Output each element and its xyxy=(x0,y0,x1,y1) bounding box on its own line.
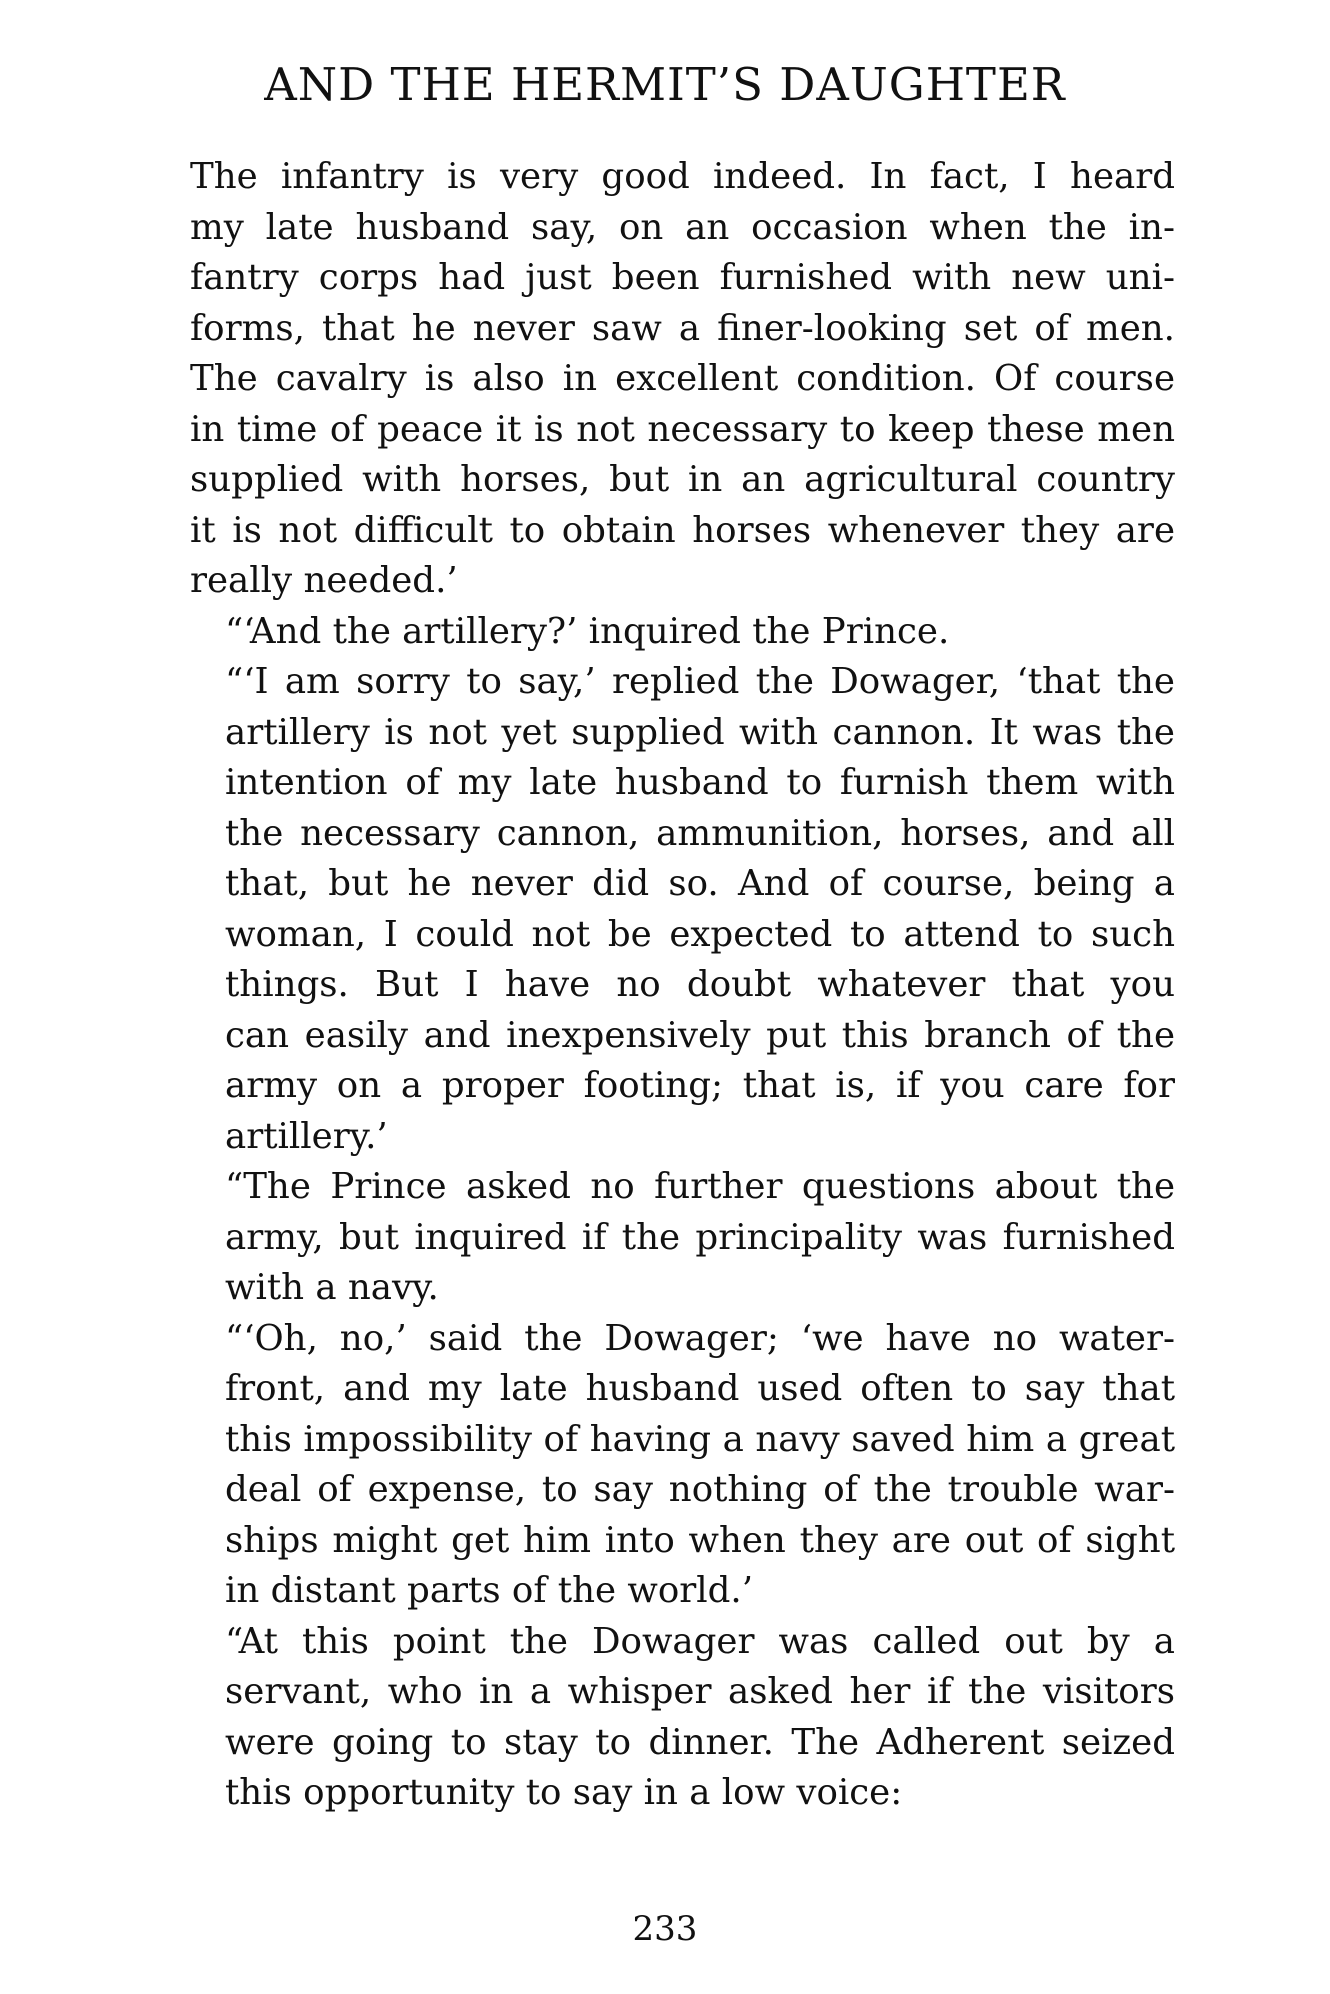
body-text xyxy=(190,152,1175,1819)
text-line: supplied with horses, but in an agricultural country xyxy=(190,459,1175,500)
page-number: 233 xyxy=(632,1909,698,1949)
text-line: army, but inquired if the principality was furnished xyxy=(225,1216,1175,1258)
text-line: in distant parts of the world.’ xyxy=(225,1570,754,1611)
text-line: my late husband say, on an occasion when the in- xyxy=(190,206,1175,248)
paragraph xyxy=(190,1162,1175,1314)
text-line: it is not difficult to obtain horses whenever they are xyxy=(190,509,1175,551)
text-line: can easily and inexpensively put this branch of the xyxy=(225,1014,1175,1056)
text-line: artillery is not yet supplied with cannon. It was the xyxy=(225,711,1175,753)
paragraph xyxy=(190,1314,1175,1617)
text-line: army on a proper footing; that is, if you care for xyxy=(225,1065,1175,1106)
text-line: The cavalry is also in excellent condition. Of course xyxy=(190,358,1175,399)
text-line: with a navy. xyxy=(225,1267,439,1308)
text-line: this opportunity to say in a low voice: xyxy=(225,1772,903,1813)
text-line: artillery.’ xyxy=(225,1115,388,1157)
text-line: “‘I am sorry to say,’ replied the Dowager, ‘that the xyxy=(225,661,1175,702)
text-line: forms, that he never saw a finer-looking set of men. xyxy=(190,307,1175,349)
text-line: this impossibility of having a navy saved him a great xyxy=(225,1418,1175,1460)
text-line: “‘And the artillery?’ inquired the Prince. xyxy=(225,610,950,652)
text-line: front, and my late husband used often to say that xyxy=(225,1368,1175,1409)
text-line: ships might get him into when they are out of sight xyxy=(225,1519,1175,1561)
text-line: things. But I have no doubt whatever that you xyxy=(225,964,1175,1005)
text-line: were going to stay to dinner. The Adherent seized xyxy=(225,1721,1175,1763)
paragraph xyxy=(190,152,1175,607)
paragraph xyxy=(190,657,1175,1162)
paragraph xyxy=(190,1617,1175,1819)
text-line: intention of my late husband to furnish them with xyxy=(225,762,1175,803)
text-line: The infantry is very good indeed. In fact, I heard xyxy=(190,156,1175,197)
text-line: deal of expense, to say nothing of the trouble war- xyxy=(225,1469,1175,1510)
paragraph xyxy=(190,607,1175,658)
text-line: really needed.’ xyxy=(190,560,458,601)
running-head: AND THE HERMIT’S DAUGHTER xyxy=(264,58,1066,111)
text-line: servant, who in a whisper asked her if the visitors xyxy=(225,1671,1175,1712)
text-line: “At this point the Dowager was called out by a xyxy=(225,1620,1175,1662)
text-line: that, but he never did so. And of course, being a xyxy=(225,863,1175,904)
text-line: fantry corps had just been furnished with new uni- xyxy=(190,257,1175,298)
text-line: “‘Oh, no,’ said the Dowager; ‘we have no water- xyxy=(225,1317,1175,1359)
text-line: “The Prince asked no further questions about the xyxy=(225,1166,1175,1207)
text-line: in time of peace it is not necessary to keep these men xyxy=(190,408,1175,450)
text-line: the necessary cannon, ammunition, horses, and all xyxy=(225,812,1175,854)
text-line: woman, I could not be expected to attend to such xyxy=(225,913,1175,955)
